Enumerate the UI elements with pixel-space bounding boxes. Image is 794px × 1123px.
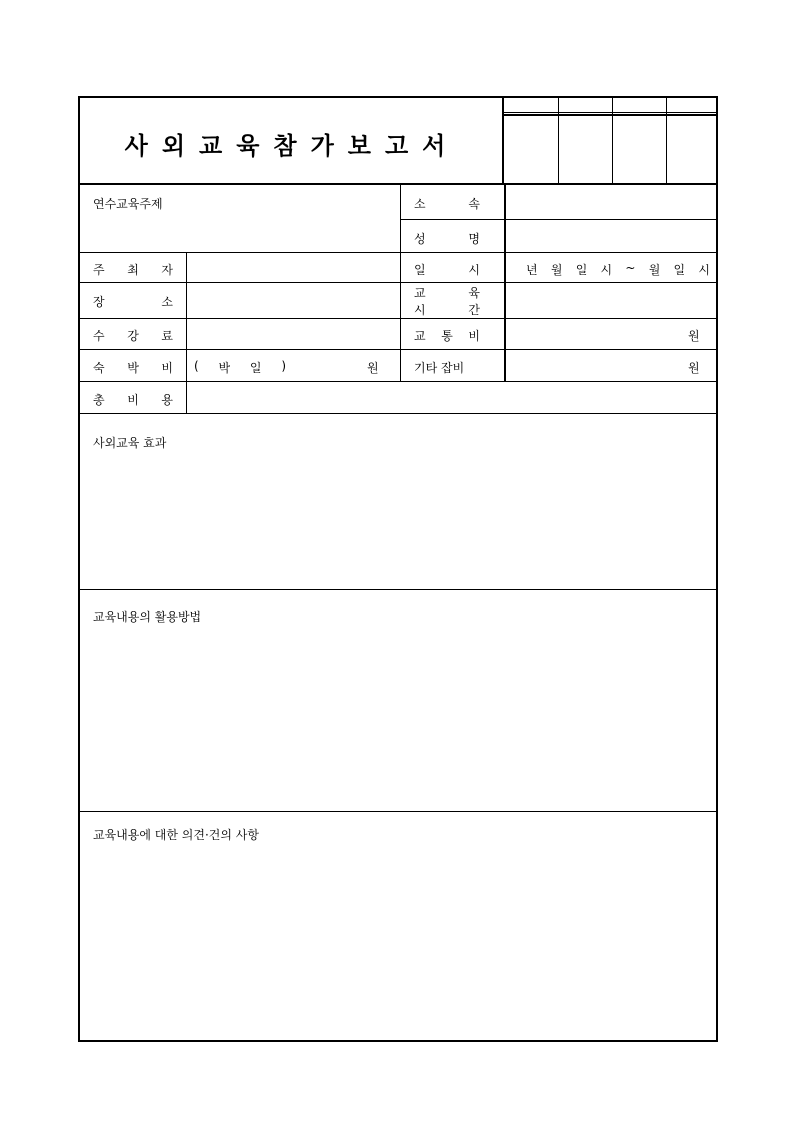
place-label: 장 소 (93, 295, 173, 309)
misc-field[interactable] (506, 350, 718, 381)
affiliation-field[interactable] (506, 185, 718, 219)
lodging-unit: 원 (367, 361, 379, 375)
affiliation-label: 소 속 (414, 197, 480, 211)
edu-time-field[interactable] (506, 283, 718, 318)
usage-label: 교육내용의 활용방법 (93, 610, 202, 624)
usage-field[interactable] (80, 628, 718, 811)
total-field[interactable] (187, 382, 718, 413)
lodging-label: 숙 박 비 (93, 361, 173, 375)
edu-time-label-top: 교 육 (414, 286, 480, 300)
topic-label: 연수교육주제 (93, 197, 163, 211)
misc-unit: 원 (688, 361, 700, 375)
approval-box-2[interactable] (559, 116, 612, 184)
total-label: 총 비 용 (93, 393, 173, 407)
row-line-effect (80, 589, 718, 590)
effect-field[interactable] (80, 453, 718, 589)
approval-box-3[interactable] (613, 116, 666, 184)
col-line-middle (400, 184, 401, 381)
tuition-label: 수 강 료 (93, 329, 173, 343)
name-label: 성 명 (414, 232, 480, 246)
place-field[interactable] (187, 283, 400, 318)
datetime-value[interactable]: 년 월 일 시 ~ 월 일 시 (526, 261, 710, 277)
opinion-label: 교육내용에 대한 의견·건의 사항 (93, 828, 259, 842)
organizer-field[interactable] (187, 253, 400, 282)
transport-unit: 원 (688, 329, 700, 343)
approval-header-line (504, 112, 718, 113)
form-title: 사외교육참가보고서 (124, 132, 460, 160)
lodging-value[interactable]: ( 박 일 ) (194, 359, 286, 375)
topic-field[interactable] (80, 210, 400, 252)
datetime-label: 일 시 (414, 263, 480, 277)
tuition-field[interactable] (187, 319, 400, 349)
transport-field[interactable] (506, 319, 718, 349)
organizer-label: 주 최 자 (93, 263, 173, 277)
row-line-total (80, 413, 718, 414)
approval-box-1[interactable] (504, 116, 558, 184)
misc-label: 기타 잡비 (414, 361, 465, 375)
edu-time-label-bottom: 시 간 (414, 303, 480, 317)
transport-label: 교 통 비 (414, 329, 480, 343)
row-line-usage (80, 811, 718, 812)
approval-box-4[interactable] (667, 116, 718, 184)
name-field[interactable] (506, 220, 718, 252)
opinion-field[interactable] (80, 846, 718, 1040)
effect-label: 사외교육 효과 (93, 436, 167, 450)
report-form (78, 96, 718, 1042)
